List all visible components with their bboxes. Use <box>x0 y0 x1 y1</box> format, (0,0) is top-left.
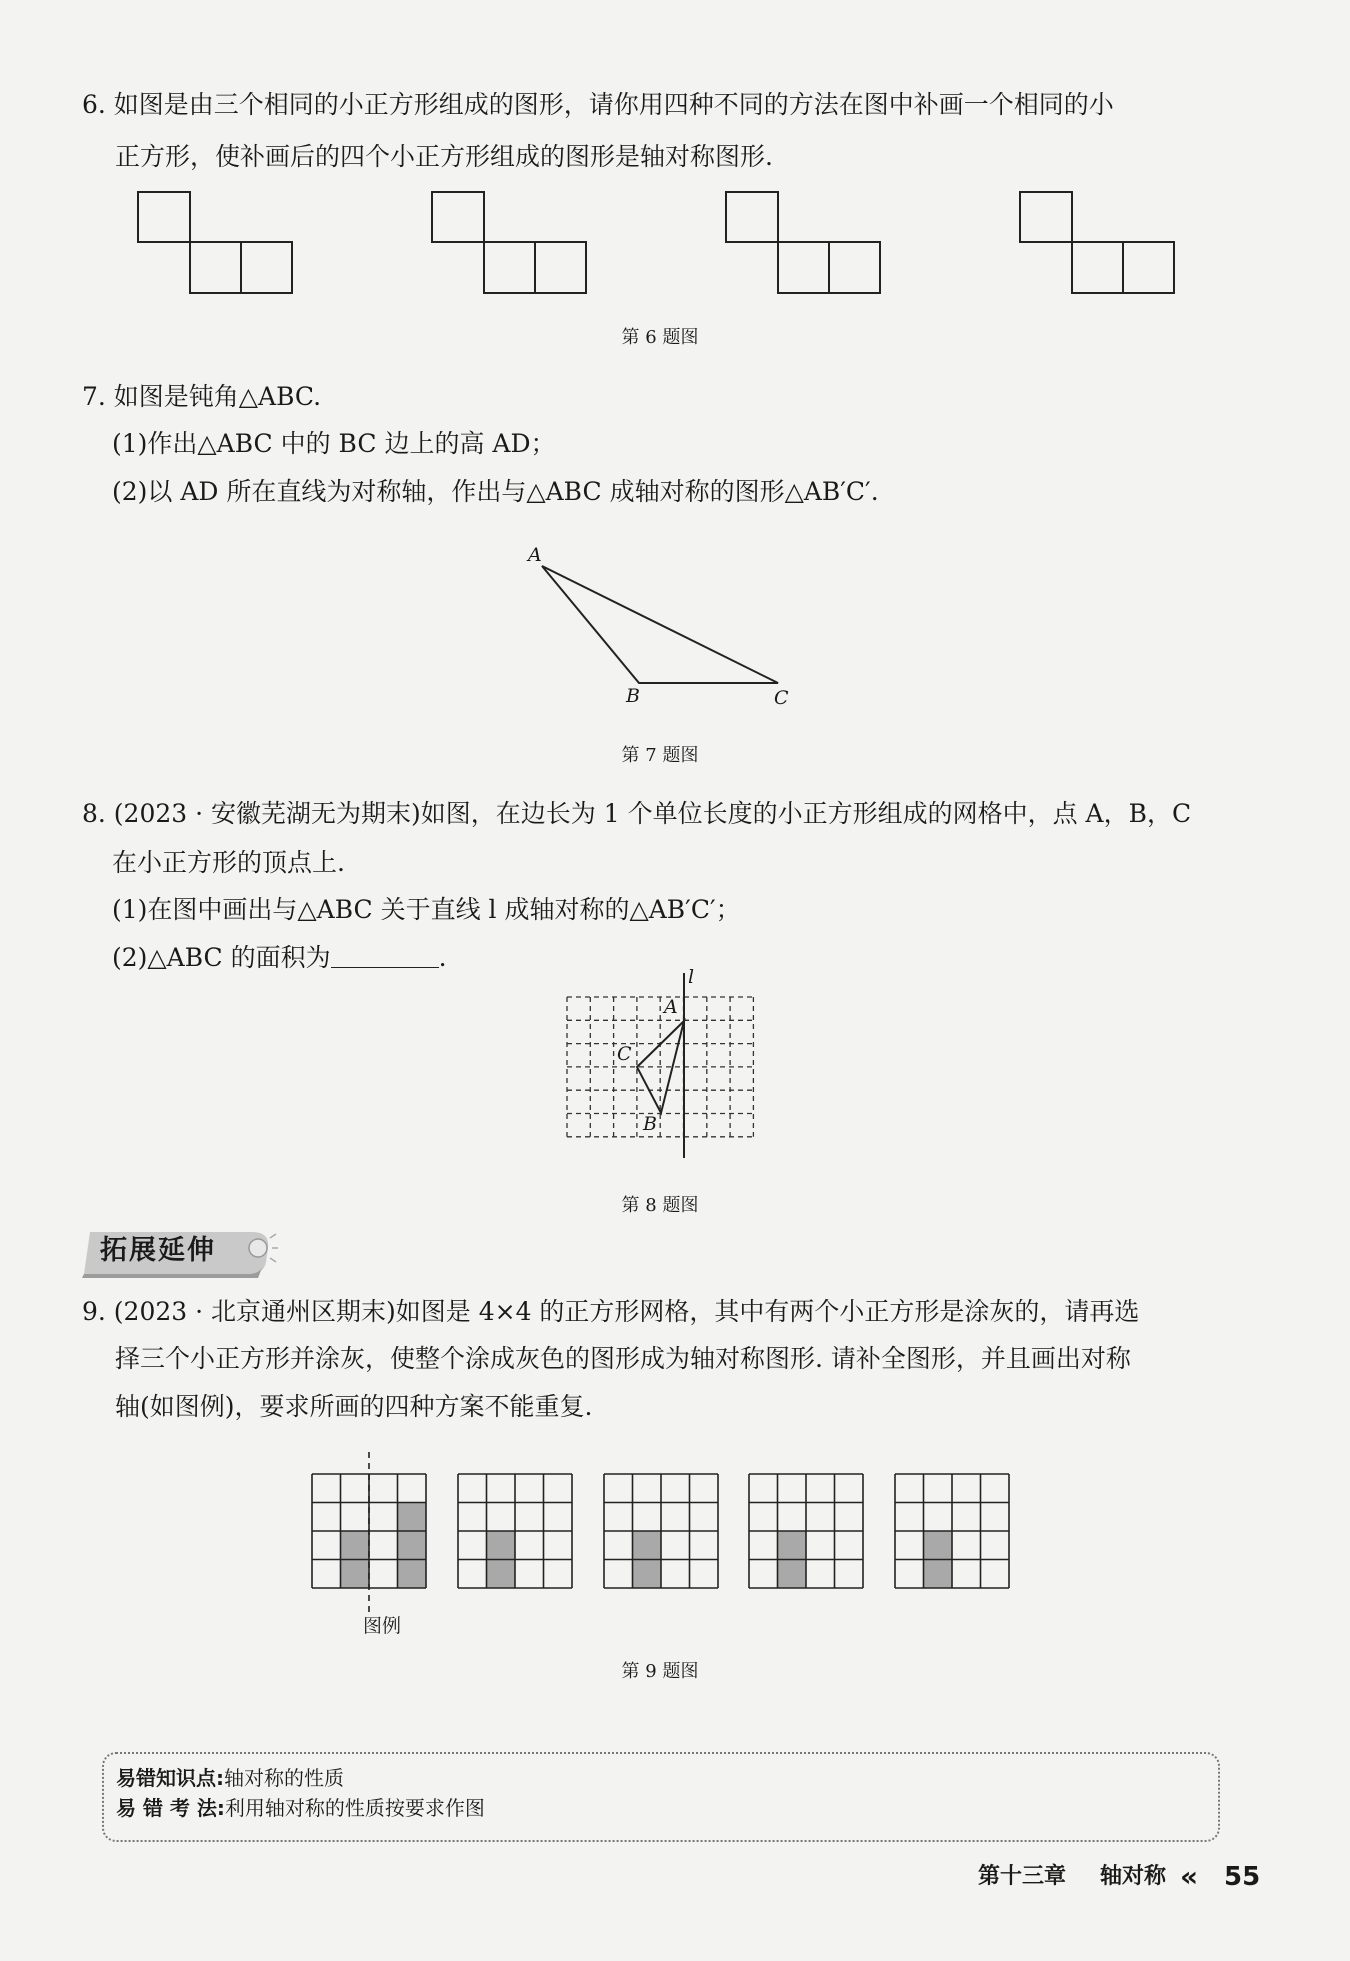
q9-example-label: 图例 <box>362 1615 401 1637</box>
q8-label-b: B <box>643 1113 657 1135</box>
note-text-2: 利用轴对称的性质按要求作图 <box>224 1796 485 1820</box>
q9-caption: 第 9 题图 <box>621 1661 699 1682</box>
q8-line4-suffix: . <box>438 943 447 972</box>
q9-grid-3 <box>749 1474 863 1588</box>
footer-arrows-icon: « <box>1180 1860 1199 1893</box>
q9-grid-4 <box>895 1474 1009 1588</box>
q9-example-grid <box>312 1452 426 1616</box>
footer-chapter: 第十三章 <box>978 1864 1067 1889</box>
note-label-2: 易 错 考 法: <box>116 1796 225 1820</box>
q9-line1: 9. (2023 · 北京通州区期末)如图是 4×4 的正方形网格，其中有两个小正方形是涂灰的，请再选 <box>82 1297 1140 1326</box>
q9-shaded-cell <box>924 1560 953 1589</box>
note-line-1 <box>116 1764 344 1792</box>
q9-shaded-cell <box>778 1531 807 1560</box>
note-text-1: 轴对称的性质 <box>224 1766 344 1790</box>
q8-line4-prefix: (2)△ABC 的面积为 <box>112 943 331 972</box>
footer-title: 轴对称 <box>1100 1864 1167 1889</box>
q6-line2: 正方形，使补画后的四个小正方形组成的图形是轴对称图形. <box>115 142 773 171</box>
q7-label-b: B <box>626 685 640 707</box>
q9-grid-1 <box>458 1474 572 1588</box>
q7-caption: 第 7 题图 <box>621 745 699 766</box>
q7-line1: 7. 如图是钝角△ABC. <box>82 382 322 411</box>
q8-line3: (1)在图中画出与△ABC 关于直线 l 成轴对称的△AB′C′； <box>112 895 741 924</box>
q8-label-c: C <box>617 1043 632 1065</box>
q8-label-a: A <box>664 996 678 1018</box>
q8-line2: 在小正方形的顶点上. <box>112 848 345 877</box>
q9-shaded-cell <box>924 1531 953 1560</box>
q9-shaded-cell <box>633 1531 662 1560</box>
q9-grid-2 <box>604 1474 718 1588</box>
note-line-2 <box>116 1794 485 1822</box>
q9-line2: 择三个小正方形并涂灰，使整个涂成灰色的图形成为轴对称图形. 请补全图形，并且画出对称 <box>115 1344 1131 1373</box>
q9-shaded-cell <box>398 1531 427 1560</box>
q6-caption: 第 6 题图 <box>621 327 699 348</box>
q7-label-c: C <box>774 687 789 709</box>
q9-shaded-cell <box>487 1560 516 1589</box>
q8-label-l: l <box>688 966 695 988</box>
q9-shaded-cell <box>487 1531 516 1560</box>
q6-line1: 6. 如图是由三个相同的小正方形组成的图形，请你用四种不同的方法在图中补画一个相同的小 <box>82 90 1114 119</box>
q9-shaded-cell <box>633 1560 662 1589</box>
section-title: 拓展延伸 <box>100 1235 216 1266</box>
q7-line2: (1)作出△ABC 中的 BC 边上的高 AD； <box>112 429 556 458</box>
footer-page-number: 55 <box>1224 1862 1261 1892</box>
q8-line1: 8. (2023 · 安徽芜湖无为期末)如图，在边长为 1 个单位长度的小正方形组成的网格中，点 A，B，C <box>82 799 1192 828</box>
q9-line3: 轴(如图例)，要求所画的四种方案不能重复. <box>115 1392 593 1421</box>
q7-label-a: A <box>528 544 542 566</box>
q9-shaded-cell <box>398 1560 427 1589</box>
q9-shaded-cell <box>341 1560 370 1589</box>
q9-shaded-cell <box>341 1531 370 1560</box>
note-label-1: 易错知识点: <box>116 1766 224 1790</box>
q9-shaded-cell <box>398 1503 427 1532</box>
q9-shaded-cell <box>778 1560 807 1589</box>
q8-caption: 第 8 题图 <box>621 1195 699 1216</box>
q7-line3: (2)以 AD 所在直线为对称轴，作出与△ABC 成轴对称的图形△AB′C′. <box>112 477 879 506</box>
